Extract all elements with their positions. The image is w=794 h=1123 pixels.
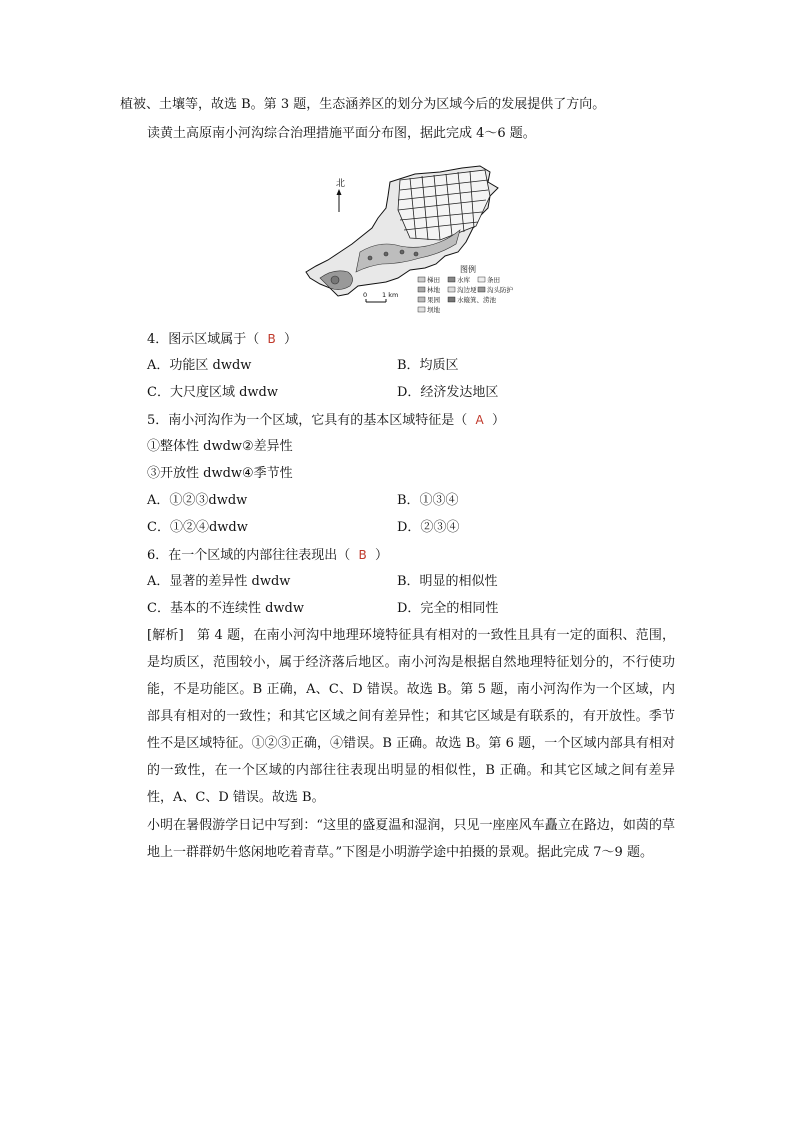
question-5-stem: 5．南小河沟作为一个区域，它具有的基本区域特征是（ A ） (147, 413, 506, 428)
legend-terrace-icon (418, 277, 425, 282)
legend-reservoir-icon (448, 277, 455, 282)
legend-item: 梯田 (427, 276, 440, 284)
legend-water-dustpan-icon (448, 297, 455, 302)
option: C．大尺度区域 dwdw (147, 385, 278, 400)
text-line-2: 读黄土高原南小河沟综合治理措施平面分布图，据此完成 4～6 题。 (147, 126, 536, 141)
option: A．功能区 dwdw (147, 358, 252, 373)
legend-strip-field-icon (478, 277, 485, 282)
option: B．①③④ (397, 493, 459, 508)
option: D．完全的相同性 (397, 601, 499, 616)
analysis-paragraph (120, 622, 675, 811)
intro-paragraph (120, 812, 675, 866)
scale-bar (363, 291, 398, 302)
legend-forest-icon (418, 287, 425, 292)
map-svg (290, 160, 525, 325)
intro-text: 小明在暑假游学日记中写到：“这里的盛夏温和湿润，只见一座座风车矗立在路边，如茵的草地上一群群奶牛悠闲地吃着青草。”下图是小明游学途中拍摄的景观。据此完成 7～9 题。 (147, 818, 675, 860)
question-6-stem: 6．在一个区域的内部往往表现出（ B ） (147, 548, 389, 563)
legend-item: 果园 (427, 296, 440, 304)
legend-item: 坝地 (427, 306, 440, 314)
option: D．经济发达地区 (397, 385, 499, 400)
option: A．显著的差异性 dwdw (147, 574, 291, 589)
option: D．②③④ (397, 520, 460, 535)
scale-zero: 0 (363, 291, 368, 299)
legend-item: 水库 (457, 276, 470, 284)
legend-dam-land-icon (418, 307, 425, 312)
north-label: 北 (336, 179, 346, 189)
option: B．明显的相似性 (397, 574, 498, 589)
text-line-1: 植被、土壤等，故选 B。第 3 题，生态涵养区的划分为区域今后的发展提供了方向。 (120, 97, 606, 112)
option: A．①②③dwdw (147, 493, 248, 508)
statement-item: ①整体性 dwdw②差异性 (147, 439, 293, 454)
legend-orchard-icon (418, 297, 425, 302)
legend-item: 水簸箕、涝池 (457, 296, 496, 304)
legend-gully-ridge-icon (448, 287, 455, 292)
legend-title: 图例 (460, 265, 476, 274)
north-arrow-head-icon (337, 189, 342, 195)
option: B．均质区 (397, 358, 459, 373)
option: C．①②④dwdw (147, 520, 248, 535)
legend-item: 林地 (427, 286, 440, 294)
answer-mark: B (267, 332, 276, 346)
question-4-stem: 4．图示区域属于（ B ） (147, 332, 298, 347)
legend (418, 275, 514, 314)
legend-item: 沟头防护 (487, 286, 513, 294)
answer-mark: B (358, 548, 367, 562)
option: C．基本的不连续性 dwdw (147, 601, 304, 616)
answer-mark: A (475, 413, 484, 427)
statement-item: ③开放性 dwdw④季节性 (147, 466, 293, 481)
legend-item: 沟边埂 (457, 286, 477, 294)
scale-unit: 1 km (382, 291, 399, 299)
legend-item: 条田 (487, 276, 500, 284)
legend-gully-head-icon (478, 287, 485, 292)
terrace-grid (398, 170, 490, 240)
analysis-text: [解析] 第 4 题，在南小河沟中地理环境特征具有相对的一致性且具有一定的面积、范围，是均质区，范围较小，属于经济落后地区。南小河沟是根据自然地理特征划分的，不行使功能，不是功能区。B 正确，A、C、D 错误。故选 B。第 5 题，南小河沟作为一个区域，内部具有相对的一致性；和其它区域之间有差异性；和其它区域是有联系的，有开放性。季节性不是区域特征。①②③正确，④错误。B 正确。故选 B。第 6 题，一个区域内部具有相对的一致性，在一个区域的内部往往表现出明显的相似性，B 正确。和其它区域之间有差异性，A、C、D 错误。故选 B。 (147, 628, 675, 805)
map-figure (290, 160, 525, 325)
